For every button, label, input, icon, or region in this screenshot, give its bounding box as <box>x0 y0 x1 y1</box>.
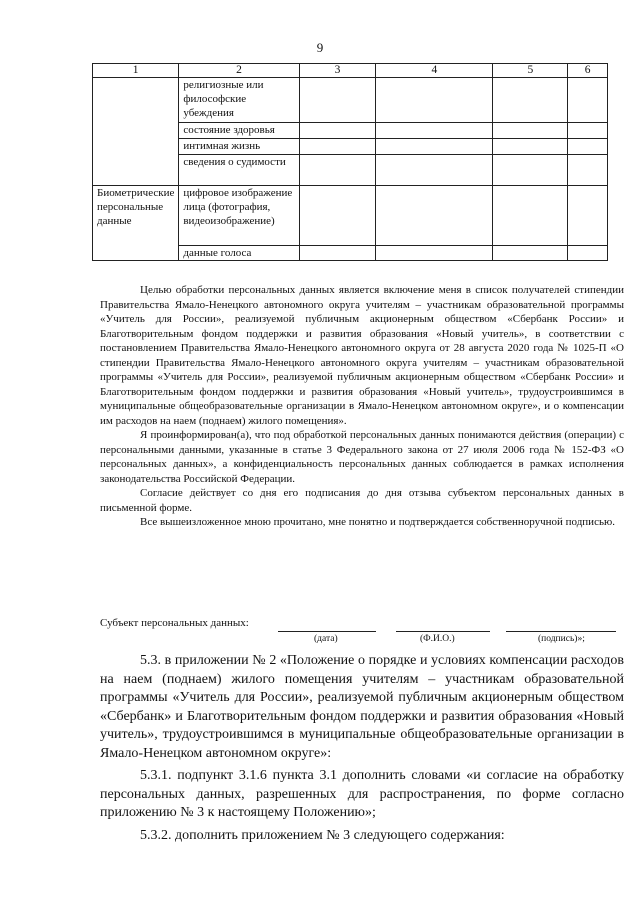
data-category-cell: сведения о судимости <box>179 155 299 186</box>
date-caption: (дата) <box>314 634 338 644</box>
personal-data-table <box>92 63 608 261</box>
column-header: 1 <box>93 64 179 78</box>
main-text <box>100 652 624 845</box>
name-caption: (Ф.И.О.) <box>420 634 455 644</box>
signature-block <box>100 617 624 644</box>
data-category-cell: цифровое изображение лица (фотография, видеоизображение) <box>179 186 299 246</box>
name-line <box>396 631 490 632</box>
empty-category-cell <box>93 78 179 186</box>
consent-paragraph: Целью обработки персональных данных является включение меня в список получателей стипендии Правительства Ямало-Ненецкого автономного округа учителям – участникам образовательной программы «Учитель для России», реализуемой публичным акционерным обществом «Сбербанк России» и Благотворительным фондом поддержки и развития образования «Новый учитель», в соответствии с постановлением Правительства Ямало-Ненецкого автономного округа от 28 августа 2020 года № 1025-П «О стипендии Правительства Ямало-Ненецкого автономного округа учителям – участникам образовательной программы «Учитель для России», реализуемой публичным акционерным обществом «Сбербанк России» и Благотворительным фондом поддержки и развития образования «Новый учитель», трудоустроившимся в муниципальные общеобразовательные организации в Ямало-Ненецком автономном округе», и о компенсации им расходов на наем (поднаем) жилого помещения». <box>100 284 624 427</box>
consent-paragraph: Согласие действует со дня его подписания до дня отзыва субъектом персональных данных в письменной форме. <box>100 487 624 514</box>
biometric-category-cell: Биометрические персональные данные <box>93 186 179 261</box>
column-header: 5 <box>493 64 568 78</box>
main-paragraph: 5.3.2. дополнить приложением № 3 следующего содержания: <box>140 827 505 843</box>
table-header-row <box>93 64 608 78</box>
column-header: 6 <box>568 64 608 78</box>
data-category-cell: состояние здоровья <box>179 123 299 139</box>
data-category-cell: данные голоса <box>179 246 299 261</box>
column-header: 2 <box>179 64 299 78</box>
main-paragraph: 5.3. в приложении № 2 «Положение о порядке и условиях компенсации расходов на наем (поднаем) жилого помещения учителям – участникам образовательной программы «Учитель для России», реализуемой публичным акционерным обществом «Сбербанк» и Благотворительным фондом поддержки и развития образования «Новый учитель», трудоустроившимся в муниципальные общеобразовательные организации в Ямало-Ненецком автономном округе»: <box>100 653 624 761</box>
page-number: 9 <box>316 40 324 55</box>
table-row <box>93 78 608 123</box>
main-paragraph: 5.3.1. подпункт 3.1.6 пункта 3.1 дополнить словами «и согласие на обработку персональных данных, разрешенных для распространения, по форме согласно приложению № 3 к настоящему Положению»; <box>100 768 624 820</box>
data-category-cell: интимная жизнь <box>179 139 299 155</box>
consent-paragraph: Все вышеизложенное мною прочитано, мне понятно и подтверждается собственноручной подписью. <box>140 516 615 528</box>
consent-paragraph: Я проинформирован(а), что под обработкой персональных данных понимаются действия (операции) с персональными данными, указанные в статье 3 Федерального закона от 27 июля 2006 года № 152-ФЗ «О персональных данных», а конфиденциальность персональных данных соблюдается в рамках исполнения законодательства Российской Федерации. <box>100 429 624 485</box>
signature-label: Субъект персональных данных: <box>100 617 249 629</box>
data-category-cell: религиозные или философские убеждения <box>179 78 299 123</box>
column-header: 4 <box>376 64 493 78</box>
date-line <box>278 631 376 632</box>
signature-caption: (подпись)»; <box>538 634 585 644</box>
signature-line <box>506 631 616 632</box>
consent-text <box>100 283 624 530</box>
column-header: 3 <box>299 64 376 78</box>
table-row <box>93 186 608 246</box>
